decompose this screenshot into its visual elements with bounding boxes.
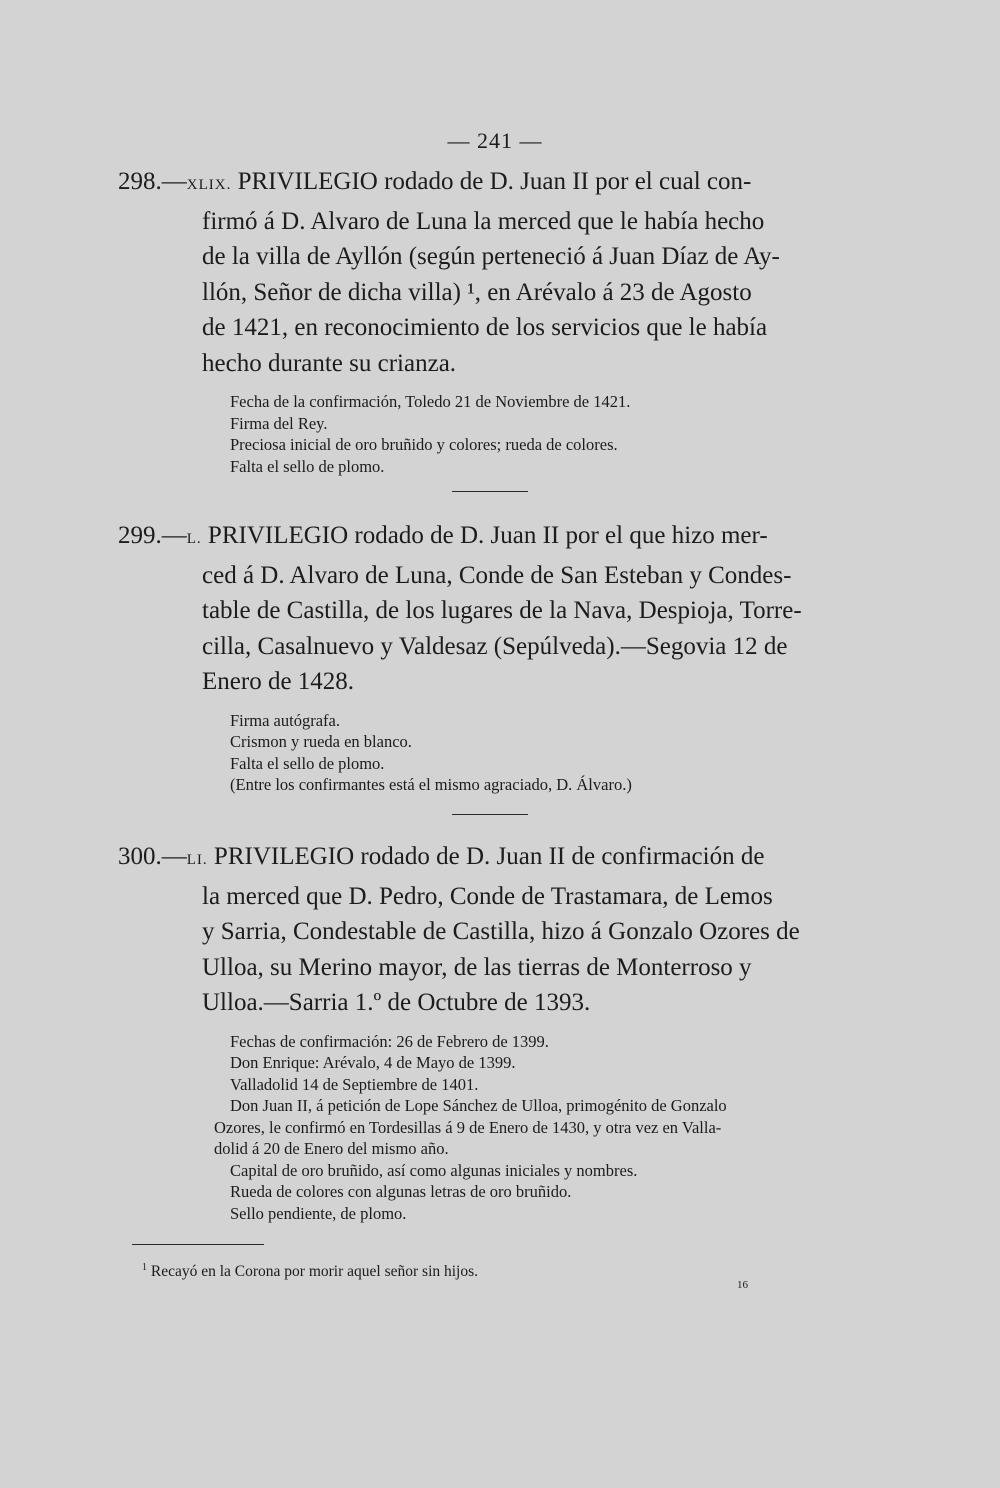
note-line: Valladolid 14 de Septiembre de 1401. — [230, 1074, 479, 1094]
entry-text-line: Enero de 1428. — [202, 668, 355, 695]
note-line: Falta el sello de plomo. — [230, 753, 385, 773]
entry-heading-line — [118, 164, 858, 204]
entry-300 — [118, 839, 858, 1224]
entry-number: 298.— — [118, 168, 187, 195]
note-line: Preciosa inicial de oro bruñido y colores; rueda de colores. — [230, 435, 618, 454]
note-line: Fecha de la confirmación, Toledo 21 de Noviembre de 1421. — [230, 392, 631, 411]
note-line: Firma del Rey. — [230, 413, 328, 433]
note-line: Fechas de confirmación: 26 de Febrero de 1399. — [230, 1031, 549, 1051]
note-line: Crismon y rueda en blanco. — [230, 732, 412, 751]
entry-text-line: PRIVILEGIO rodado de D. Juan II de confirmación de — [213, 843, 765, 870]
entry-heading-line — [118, 518, 858, 558]
entry-text-line: ced á D. Alvaro de Luna, Conde de San Esteban y Condes- — [202, 561, 792, 589]
entry-298 — [118, 164, 858, 477]
entry-text-line: de la villa de Ayllón (según perteneció á Juan Díaz de Ay- — [202, 243, 780, 270]
note-line: Falta el sello de plomo. — [230, 456, 385, 476]
note-line: Rueda de colores con algunas letras de oro bruñido. — [230, 1182, 572, 1201]
note-line: Don Juan II, á petición de Lope Sánchez de Ulloa, primogénito de Gonzalo — [230, 1096, 727, 1115]
entry-text-line: de 1421, en reconocimiento de los servicios que le había — [202, 314, 768, 341]
note-line: (Entre los confirmantes está el mismo agraciado, D. Álvaro.) — [230, 775, 632, 794]
note-line: dolid á 20 de Enero del mismo año. — [214, 1139, 449, 1158]
entry-299 — [118, 518, 858, 796]
entry-text-line: y Sarria, Condestable de Castilla, hizo á Gonzalo Ozores de — [202, 918, 800, 945]
section-divider — [452, 491, 528, 492]
note-line: Ozores, le confirmó en Tordesillas á 9 de Enero de 1430, y otra vez en Valla- — [214, 1117, 722, 1137]
entry-roman-numeral: LI. — [186, 852, 208, 868]
entry-roman-numeral: L. — [186, 531, 202, 547]
entry-number: 299.— — [118, 522, 187, 549]
entry-number: 300.— — [118, 843, 187, 870]
signature-mark: 16 — [737, 1279, 748, 1291]
footnote-text: Recayó en la Corona por morir aquel señor sin hijos. — [150, 1263, 479, 1281]
note-line: Capital de oro bruñido, así como algunas iniciales y nombres. — [230, 1160, 638, 1180]
note-line: Firma autógrafa. — [230, 710, 340, 730]
entry-text-line: la merced que D. Pedro, Conde de Trastamara, de Lemos — [202, 882, 773, 910]
note-line: Don Enrique: Arévalo, 4 de Mayo de 1399. — [230, 1053, 516, 1072]
section-divider — [452, 814, 528, 815]
entry-notes — [118, 1031, 858, 1225]
page-number: — 241 — — [447, 128, 543, 153]
entry-text-line: Ulloa, su Merino mayor, de las tierras de Monterroso y — [202, 953, 752, 981]
entry-text-line: firmó á D. Alvaro de Luna la merced que le había hecho — [202, 207, 765, 235]
entry-text-line: cilla, Casalnuevo y Valdesaz (Sepúlveda).—Segovia 12 de — [202, 632, 788, 660]
entry-notes — [118, 710, 858, 796]
footnote-marker: 1 — [142, 1262, 147, 1273]
footnote — [142, 1262, 478, 1281]
entry-text-line: PRIVILEGIO rodado de D. Juan II por el cual con- — [237, 168, 752, 195]
entry-notes — [118, 391, 858, 477]
entry-text-line: hecho durante su crianza. — [202, 349, 457, 377]
entry-roman-numeral: XLIX. — [186, 177, 232, 193]
entry-text-line: table de Castilla, de los lugares de la Nava, Despioja, Torre- — [202, 597, 802, 624]
entry-text-line: PRIVILEGIO rodado de D. Juan II por el que hizo mer- — [207, 522, 768, 549]
entry-text-line: Ulloa.—Sarria 1.º de Octubre de 1393. — [202, 989, 591, 1016]
entry-heading-line — [118, 839, 858, 879]
note-line: Sello pendiente, de plomo. — [230, 1203, 407, 1223]
entry-text-line: llón, Señor de dicha villa) ¹, en Arévalo á 23 de Agosto — [202, 278, 752, 306]
footnote-rule — [132, 1244, 264, 1245]
